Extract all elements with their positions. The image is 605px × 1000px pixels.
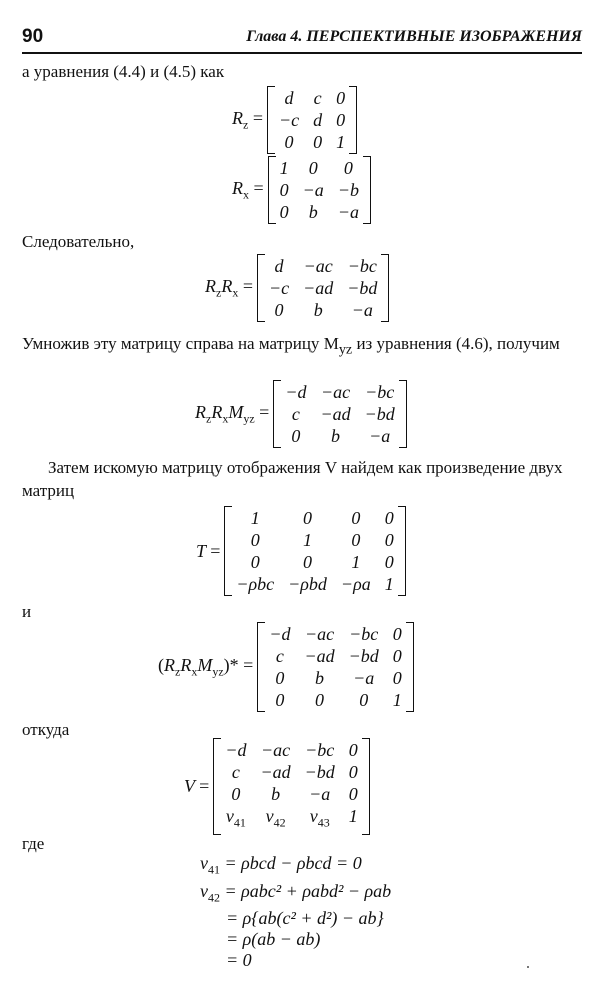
matrix-cell: 0: [348, 740, 358, 760]
matrix-cell: 0: [351, 508, 361, 528]
matrix-cell: 0: [336, 88, 346, 108]
matrix-cell: 1: [336, 132, 346, 152]
and-text: и: [22, 602, 32, 621]
matrix-cell: −ac: [304, 624, 335, 644]
matrix-cell: 0: [384, 508, 394, 528]
matrix-left-bracket: [213, 738, 221, 835]
matrix-right-bracket: [381, 254, 389, 322]
matrix-cell: 0: [359, 690, 369, 710]
matrix-cell: 0: [231, 784, 241, 804]
matrix-cell: b: [331, 426, 341, 446]
matrix-left-bracket: [273, 380, 281, 448]
matrix-cell: 0: [392, 646, 402, 666]
v42-step-4: = 0: [226, 950, 252, 971]
matrix-cell: 1: [250, 508, 260, 528]
matrix-cell: 0: [291, 426, 301, 446]
matrix-cell: 0: [392, 668, 402, 688]
matrix-left-bracket: [257, 622, 265, 712]
matrix-cell: −bc: [349, 624, 379, 644]
matrix-cell: −a: [302, 180, 324, 200]
matrix-cell: −bc: [365, 382, 395, 402]
matrix-cell: −bd: [347, 278, 378, 298]
matrix-cell: −bd: [304, 762, 335, 782]
v42-step-3: = ρ(ab − ab): [226, 929, 321, 950]
matrix-cell: 0: [313, 132, 323, 152]
matrix-left-bracket: [224, 506, 232, 596]
matrix-cell: 0: [315, 690, 325, 710]
equation-lhs: $R_zR_x$ =: [205, 275, 253, 300]
matrix-right-bracket: [362, 738, 370, 835]
matrix-cell: −ad: [260, 762, 291, 782]
matrix-cell: −a: [309, 784, 331, 804]
matrix-right-bracket: [398, 506, 406, 596]
matrix-left-bracket: [257, 254, 265, 322]
matrix-cell: 0: [274, 300, 284, 320]
matrix-cell: −c: [268, 278, 290, 298]
matrix-cell: −b: [337, 180, 359, 200]
matrix-cell: 0: [392, 624, 402, 644]
equation-lhs: $R_zR_xM_{yz}$ =: [195, 401, 270, 426]
matrix-cell: −a: [353, 668, 375, 688]
equation-star: [158, 622, 414, 712]
therefore-text: Следовательно,: [22, 232, 135, 251]
matrix-cell: b: [308, 202, 318, 222]
matrix-cell: 0: [275, 690, 285, 710]
matrix-cell: −ad: [320, 404, 351, 424]
matrix-cell: −d: [269, 624, 291, 644]
matrix-cell: c: [275, 646, 284, 666]
matrix-cell: b: [313, 300, 323, 320]
multiply-text-content: Умножив эту матрицу справа на матрицу $M_{yz}$ из уравнения (4.6), получим: [22, 334, 560, 358]
matrix-cell: −bc: [305, 740, 335, 760]
matrix-cell: −a: [337, 202, 359, 222]
matrix-cell: 0: [351, 530, 361, 550]
matrix-cell: b: [271, 784, 281, 804]
equation-t: [196, 506, 406, 596]
matrix-cell: −ρbd: [288, 574, 327, 594]
matrix-cell: 0: [308, 158, 318, 178]
equation-rzrxmyz: [195, 380, 407, 448]
matrix-cell: 0: [250, 552, 260, 572]
matrix-cell: −ρbc: [236, 574, 275, 594]
matrix-cell: c: [313, 88, 322, 108]
matrix-cell: 0: [250, 530, 260, 550]
matrix-cell: −bc: [347, 256, 377, 276]
matrix-cell: 0: [279, 202, 289, 222]
equation-lhs: T =: [196, 540, 221, 561]
matrix-cell: b: [315, 668, 325, 688]
matrix-left-bracket: [268, 156, 276, 224]
matrix-cell: d: [274, 256, 284, 276]
matrix-right-bracket: [349, 86, 357, 154]
matrix-cell: −ρa: [340, 574, 371, 594]
matrix-cell: 0: [348, 784, 358, 804]
matrix-cell: −ac: [303, 256, 333, 276]
matrix-rzrxmyz: [273, 380, 406, 448]
matrix-cell: 0: [275, 668, 285, 688]
matrix-cell: −ad: [304, 646, 335, 666]
matrix-cell: 1: [384, 574, 394, 594]
matrix-cell: −ac: [260, 740, 291, 760]
equation-rz: [232, 86, 357, 154]
equation-lhs: $R_z$ =: [232, 107, 263, 132]
matrix-cell: 0: [284, 132, 294, 152]
then-text-content: Затем искомую матрицу отображения V найдем как произведение двух матриц: [22, 458, 563, 500]
matrix-cell: d: [313, 110, 323, 130]
matrix-cell: c: [231, 762, 240, 782]
where-text: где: [22, 834, 45, 853]
matrix-cell: −c: [278, 110, 300, 130]
matrix-cell: −ad: [303, 278, 334, 298]
matrix-cell: −d: [285, 382, 307, 402]
equation-rx: [232, 156, 371, 224]
equation-lhs: $(R_zR_xM_{yz})*$ =: [158, 654, 254, 679]
matrix-t: [224, 506, 405, 596]
equation-lhs: V =: [184, 775, 210, 796]
matrix-cell: 0: [279, 180, 289, 200]
equation-lhs: $R_x$ =: [232, 177, 264, 202]
multiply-text: [22, 332, 582, 361]
matrix-cell: d: [284, 88, 294, 108]
matrix-right-bracket: [406, 622, 414, 712]
v42-step-2: = ρ{ab(c² + d²) − ab}: [226, 908, 384, 929]
matrix-cell: −d: [225, 740, 247, 760]
matrix-cell: c: [291, 404, 300, 424]
matrix-star: [257, 622, 413, 712]
v42-equation: $v_{42} = \rho abc^2 + \rho abd^2 - \rho ab$: [200, 880, 392, 905]
matrix-cell: 1: [303, 530, 313, 550]
matrix-cell: −ac: [320, 382, 351, 402]
matrix-right-bracket: [399, 380, 407, 448]
matrix-cell: −a: [369, 426, 391, 446]
matrix-cell: 0: [343, 158, 353, 178]
matrix-rzrx: [257, 254, 389, 322]
intro-text: а уравнения (4.4) и (4.5) как: [22, 62, 225, 81]
matrix-cell: 0: [303, 552, 313, 572]
matrix-cell: 0: [384, 552, 394, 572]
matrix-cell: 0: [336, 110, 346, 130]
matrix-v: [213, 738, 369, 835]
v41-equation: $v_{41} = \rho bcd - \rho bcd = 0$: [200, 853, 362, 877]
matrix-cell: −bd: [364, 404, 395, 424]
matrix-cell: 1: [351, 552, 361, 572]
matrix-right-bracket: [363, 156, 371, 224]
matrix-cell: $v_{41}$: [225, 806, 246, 830]
whence-text: откуда: [22, 720, 70, 739]
matrix-cell: −a: [351, 300, 373, 320]
matrix-cell: 1: [348, 806, 358, 826]
matrix-cell: 1: [279, 158, 289, 178]
matrix-cell: 0: [384, 530, 394, 550]
page-header: [22, 26, 582, 54]
equation-v: [184, 738, 370, 835]
matrix-rz: [267, 86, 357, 154]
chapter-title: Глава 4. ПЕРСПЕКТИВНЫЕ ИЗОБРАЖЕНИЯ: [246, 28, 582, 45]
matrix-cell: $v_{42}$: [265, 806, 286, 830]
matrix-cell: 0: [303, 508, 313, 528]
matrix-left-bracket: [267, 86, 275, 154]
scan-speck: [527, 966, 529, 968]
v-derivation: [200, 853, 391, 971]
page-number: 90: [22, 26, 44, 47]
equation-rzrx: [205, 254, 389, 322]
matrix-cell: 0: [348, 762, 358, 782]
then-text: [22, 456, 582, 502]
matrix-cell: $v_{43}$: [309, 806, 330, 830]
matrix-cell: 1: [392, 690, 402, 710]
matrix-cell: −bd: [348, 646, 379, 666]
matrix-rx: [268, 156, 371, 224]
